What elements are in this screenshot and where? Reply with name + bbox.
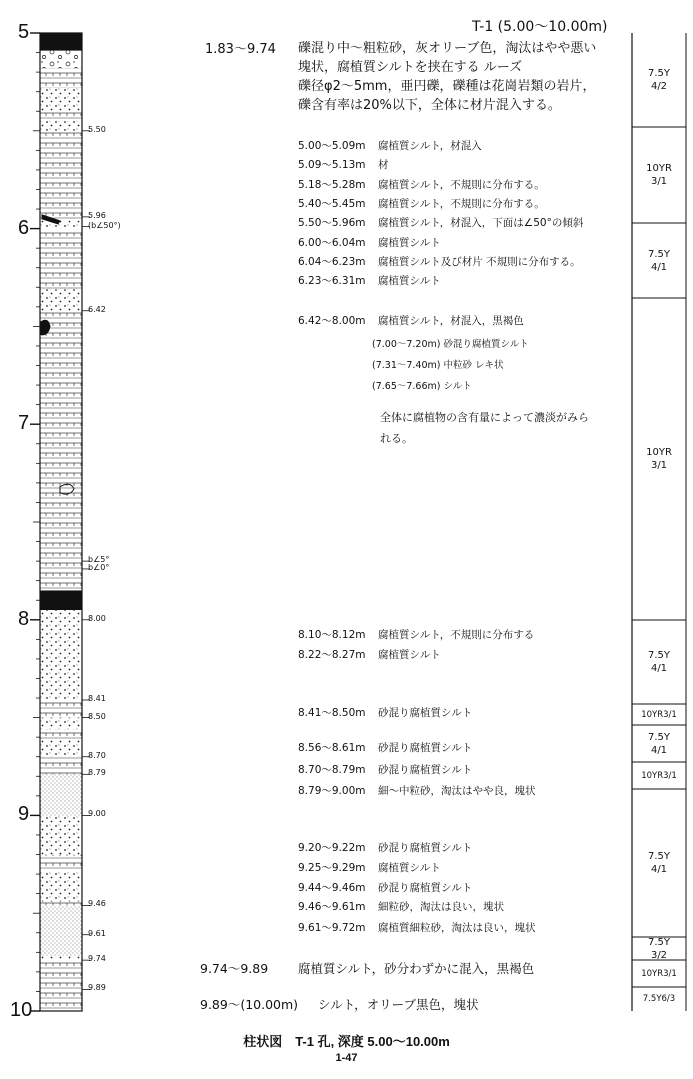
munsell-cell xyxy=(632,248,686,274)
main-block-line: 礫含有率は20%以下，全体に材片混入する。 xyxy=(298,98,561,113)
log-title: T-1 (5.00〜10.00m) xyxy=(472,19,608,35)
column-layers xyxy=(40,33,82,1011)
depth-mark-label: 8.70 xyxy=(88,750,106,760)
layer-sand xyxy=(40,739,82,757)
munsell-cell xyxy=(632,936,686,962)
depth-label: 5 xyxy=(18,21,30,43)
entry-range: 9.25〜9.29m xyxy=(298,862,366,874)
depth-ticks xyxy=(30,33,40,1011)
entry-desc: 細粒砂，淘汰は良い，塊状 xyxy=(378,901,504,913)
layer-sand xyxy=(40,88,82,111)
munsell-value: 10YR xyxy=(646,447,672,458)
munsell-value: 4/1 xyxy=(650,261,668,273)
entry-desc: 腐植質シルト xyxy=(378,862,441,874)
entry-range: 9.20〜9.22m xyxy=(298,842,366,854)
entry-desc: 腐植質シルト xyxy=(378,649,441,661)
munsell-cell xyxy=(632,993,686,1005)
munsell-value: 4/1 xyxy=(650,744,668,756)
layer-silt xyxy=(40,989,82,1011)
entry-desc: 腐植質シルト，材混入 xyxy=(378,140,482,152)
depth-label: 6 xyxy=(18,216,30,239)
entry-desc: 砂混り腐植質シルト xyxy=(378,764,473,776)
layer-black xyxy=(40,33,82,51)
entry-range: 6.42〜8.00m xyxy=(298,315,366,327)
entry-range: 9.46〜9.61m xyxy=(298,901,366,913)
entry-desc: 腐植質シルト，材混入，黒褐色 xyxy=(378,315,524,327)
munsell-value: 10YR3/1 xyxy=(641,770,677,781)
depth-mark-label: 8.50 xyxy=(88,711,106,721)
entry-desc: 材 xyxy=(378,159,389,171)
layer-silt xyxy=(40,229,82,290)
entry-range: 6.04〜6.23m xyxy=(298,256,366,268)
layer-fine xyxy=(40,774,82,815)
bottom-entry-desc: 腐植質シルト，砂分わずかに混入，黒褐色 xyxy=(298,961,535,976)
main-block-line: 塊状，腐植質シルトを挟在する ルーズ xyxy=(298,60,523,75)
entry-range: 5.40〜5.45m xyxy=(298,198,366,210)
layer-silt xyxy=(40,700,82,718)
main-block-line: 礫混り中〜粗粒砂，灰オリーブ色，淘汰はやや悪い xyxy=(298,41,597,56)
munsell-value: 4/1 xyxy=(650,864,668,875)
munsell-value: 3/2 xyxy=(650,949,668,961)
note-line: れる。 xyxy=(380,432,413,445)
munsell-cell xyxy=(632,850,686,876)
layer-silt xyxy=(40,311,82,591)
layer-silt xyxy=(40,757,82,775)
depth-mark-label: 8.41 xyxy=(88,693,106,703)
munsell-cell xyxy=(632,67,686,93)
depth-mark-label: 9.89 xyxy=(88,983,106,993)
entry-desc: 砂混り腐植質シルト xyxy=(378,742,473,754)
entry-desc: 腐植質細粒砂，淘汰は良い，塊状 xyxy=(378,922,536,934)
layer-sand xyxy=(40,289,82,311)
entry-desc: 腐植質シルト，材混入，下面は∠50°の傾斜 xyxy=(378,217,584,229)
layer-black xyxy=(40,590,82,610)
layer-sand xyxy=(40,121,82,131)
layer-silt xyxy=(40,901,82,905)
layer-silt xyxy=(40,131,82,221)
bottom-entry-desc: シルト，オリーブ黒色，塊状 xyxy=(318,997,479,1012)
note-line: 全体に腐植物の含有量によって濃淡がみら xyxy=(380,411,589,424)
entry-range: 5.00〜5.09m xyxy=(298,140,366,152)
main-block-range: 1.83〜9.74 xyxy=(205,42,276,57)
depth-label: 7 xyxy=(18,412,30,435)
depth-mark-label: 5.50 xyxy=(88,124,106,134)
page-number: 1-47 xyxy=(335,1052,358,1064)
layer-silt xyxy=(40,729,82,739)
bottom-entry-range: 9.74〜9.89 xyxy=(200,961,269,976)
depth-label: 9 xyxy=(18,803,30,826)
entry-range: 8.10〜8.12m xyxy=(298,629,366,641)
munsell-value: 3/1 xyxy=(650,460,668,471)
sub-entry: (7.31〜7.40m) 中粒砂 レキ状 xyxy=(372,360,504,371)
depth-mark-label: 9.46 xyxy=(88,899,106,909)
layer-fine xyxy=(40,905,82,956)
depth-mark-label: 8.79 xyxy=(88,768,106,778)
depth-mark-label: 6.42 xyxy=(88,304,106,314)
entry-desc: 砂混り腐植質シルト xyxy=(378,882,473,894)
layer-gravel xyxy=(40,51,82,69)
munsell-value: 7.5Y6/3 xyxy=(642,994,676,1004)
layer-silt xyxy=(40,960,82,989)
munsell-value: 10YR3/1 xyxy=(641,709,677,720)
entry-desc: 腐植質シルト及び材片 不規則に分布する。 xyxy=(378,256,581,268)
entry-range: 6.23〜6.31m xyxy=(298,275,366,287)
layer-sand xyxy=(40,872,82,901)
entry-range: 8.79〜9.00m xyxy=(298,785,366,797)
depth-mark-label: 9.74 xyxy=(88,954,106,964)
entry-range: 8.22〜8.27m xyxy=(298,649,366,661)
munsell-cell xyxy=(632,162,686,188)
munsell-cell xyxy=(632,709,686,721)
entry-range: 9.61〜9.72m xyxy=(298,922,366,934)
entry-range: 5.50〜5.96m xyxy=(298,217,366,229)
munsell-value: 3/1 xyxy=(650,176,668,187)
main-block-line: 礫径φ2〜5mm，亜円礫，礫種は花崗岩類の岩片， xyxy=(298,79,596,94)
bottom-entry-range: 9.89〜(10.00m) xyxy=(200,997,299,1012)
sub-entry: (7.65〜7.66m) シルト xyxy=(372,381,472,392)
depth-mark-label: b∠0° xyxy=(88,562,110,572)
entry-desc: 腐植質シルト，不規則に分布する xyxy=(378,629,535,641)
figure-caption: 柱状図 T-1 孔, 深度 5.00〜10.00m xyxy=(243,1034,450,1049)
munsell-value: 4/1 xyxy=(650,663,668,674)
layer-sand xyxy=(40,815,82,854)
depth-mark-label: (b∠50°) xyxy=(88,220,121,230)
munsell-value: 7.5Y xyxy=(647,248,670,260)
depth-mark-label: 9.00 xyxy=(88,809,106,819)
munsell-cell xyxy=(632,649,686,675)
entry-range: 5.18〜5.28m xyxy=(298,179,366,191)
munsell-cell xyxy=(632,770,686,782)
munsell-value: 10YR xyxy=(646,163,672,174)
depth-mark-label: b∠5° xyxy=(88,555,110,565)
munsell-value: 7.5Y xyxy=(647,851,670,862)
munsell-cell xyxy=(632,446,686,472)
entry-desc: 細〜中粒砂，淘汰はやや良，塊状 xyxy=(378,785,536,797)
depth-mark-label: 5.96 xyxy=(88,210,106,220)
munsell-value: 7.5Y xyxy=(647,68,670,79)
entry-desc: 腐植質シルト，不規則に分布する。 xyxy=(378,179,545,191)
layer-silt xyxy=(40,111,82,121)
entry-desc: 砂混り腐植質シルト xyxy=(378,842,473,854)
munsell-cell xyxy=(632,731,686,757)
depth-label: 8 xyxy=(18,607,30,630)
entry-range: 8.56〜8.61m xyxy=(298,742,366,754)
entry-range: 8.41〜8.50m xyxy=(298,707,366,719)
entry-range: 8.70〜8.79m xyxy=(298,764,366,776)
munsell-value: 7.5Y xyxy=(647,650,670,661)
layer-silt xyxy=(40,68,82,88)
munsell-value: 10YR3/1 xyxy=(641,968,677,979)
layer-sand xyxy=(40,956,82,960)
entry-range: 9.44〜9.46m xyxy=(298,882,366,894)
munsell-value: 7.5Y xyxy=(647,731,670,743)
entry-range: 5.09〜5.13m xyxy=(298,159,366,171)
depth-mark-label: 8.00 xyxy=(88,613,106,623)
munsell-value: 4/2 xyxy=(650,81,668,92)
layer-sand xyxy=(40,718,82,730)
entry-desc: 砂混り腐植質シルト xyxy=(378,707,473,719)
layer-sand xyxy=(40,221,82,229)
layer-sand xyxy=(40,610,82,700)
munsell-cell xyxy=(632,968,686,980)
layer-silt xyxy=(40,855,82,873)
depth-mark-label: 9.61 xyxy=(88,928,106,938)
entry-range: 6.00〜6.04m xyxy=(298,237,366,249)
entry-desc: 腐植質シルト xyxy=(378,275,441,287)
depth-label: 10 xyxy=(10,999,33,1021)
sub-entry: (7.00〜7.20m) 砂混り腐植質シルト xyxy=(372,339,529,350)
entry-desc: 腐植質シルト，不規則に分布する。 xyxy=(378,198,545,210)
entry-desc: 腐植質シルト xyxy=(378,237,441,249)
munsell-value: 7.5Y xyxy=(647,936,670,948)
